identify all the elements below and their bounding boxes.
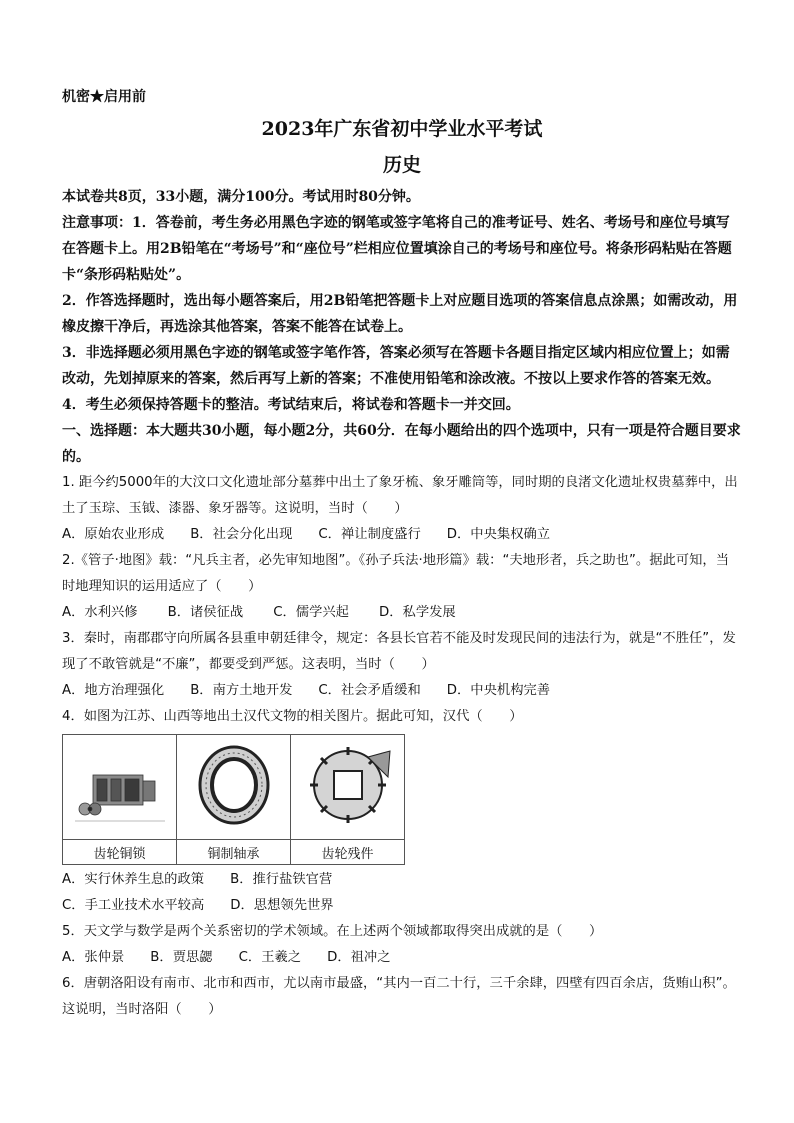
option-d: D．私学发展 — [378, 605, 456, 620]
gear-fragment-icon — [298, 737, 398, 833]
option-d: D．祖冲之 — [327, 950, 391, 965]
option-d: D．中央集权确立 — [446, 527, 551, 542]
option-d: D．中央机构完善 — [446, 683, 551, 698]
option-a: A．地方治理强化 — [62, 683, 165, 698]
question-3-options — [62, 678, 742, 704]
option-c: C．手工业技术水平较高 — [62, 898, 205, 913]
question-1-stem: 1. 距今约5000年的大汶口文化遗址部分墓葬中出土了象牙梳、象牙雕筒等，同时期的良渚文化遗址权贵墓葬中，出土了玉琮、玉钺、漆器、象牙器等。这说明，当时（ ） — [62, 475, 738, 516]
option-a: A．张仲景 — [62, 950, 125, 965]
gear-lock-icon — [65, 737, 175, 833]
option-c: C．儒学兴起 — [273, 605, 349, 620]
option-b: B．推行盐铁官营 — [230, 872, 333, 887]
subject-title: 历史 — [382, 154, 421, 176]
question-1-options — [62, 522, 742, 548]
question-3-stem: 3．秦时，南郡郡守向所属各县重申朝廷律令，规定：各县长官若不能及时发现民间的违法行为，就是“不胜任”，发现了不敢管就是“不廉”，都要受到严惩。这表明，当时（ ） — [62, 631, 736, 672]
question-4-stem: 4．如图为江苏、山西等地出土汉代文物的相关图片。据此可知，汉代（ ） — [62, 709, 523, 724]
caption-gear-fragment: 齿轮残件 — [291, 840, 405, 865]
exam-summary: 本试卷共8页，33小题，满分100分。考试用时80分钟。 — [62, 189, 420, 205]
confidential-mark: 机密★启用前 — [62, 89, 146, 105]
option-b: B．南方土地开发 — [190, 683, 293, 698]
exam-page — [62, 86, 742, 1023]
bearing-image — [177, 735, 291, 840]
instruction-2: 2．作答选择题时，选出每小题答案后，用2B铅笔把答题卡上对应题目选项的答案信息点涂黑；如需改动，用橡皮擦干净后，再选涂其他答案，答案不能答在试卷上。 — [62, 293, 738, 335]
option-c: C．王羲之 — [238, 950, 302, 965]
instruction-4: 4．考生必须保持答题卡的整洁。考试结束后，将试卷和答题卡一并交回。 — [62, 397, 520, 413]
gear-lock-image — [63, 735, 177, 840]
option-c: C．禅让制度盛行 — [318, 527, 421, 542]
option-c: C．社会矛盾缓和 — [318, 683, 421, 698]
option-a: A．水利兴修 — [62, 605, 138, 620]
option-d: D．思想领先世界 — [230, 898, 334, 913]
question-5-stem: 5．天文学与数学是两个关系密切的学术领域。在上述两个领域都取得突出成就的是（ ） — [62, 924, 603, 939]
exam-title: 2023年广东省初中学业水平考试 — [261, 118, 543, 140]
instruction-1: 注意事项：1．答卷前，考生务必用黑色字迹的钢笔或签字笔将自己的准考证号、姓名、考场号和座位号填写在答题卡上。用2B铅笔在“考场号”和“座位号”栏相应位置填涂自己的考场号和座位号。将条形码粘贴在答题卡“条形码粘贴处”。 — [62, 215, 732, 283]
section-heading: 一、选择题：本大题共30小题，每小题2分，共60分．在每小题给出的四个选项中，只有一项是符合题目要求的。 — [62, 423, 741, 465]
option-a: A．原始农业形成 — [62, 527, 165, 542]
caption-gear-lock: 齿轮铜锁 — [63, 840, 177, 865]
instruction-3: 3．非选择题必须用黑色字迹的钢笔或签字笔作答，答案必须写在答题卡各题目指定区域内相应位置上；如需改动，先划掉原来的答案，然后再写上新的答案；不准使用铅笔和涂改液。不按以上要求作答的答案无效。 — [62, 345, 730, 387]
artifact-figure-table — [62, 734, 405, 865]
bearing-icon — [184, 737, 284, 833]
question-2-options — [62, 600, 742, 626]
question-4-options-row1 — [62, 867, 742, 893]
question-4-options-row2 — [62, 893, 742, 919]
option-b: B．贾思勰 — [150, 950, 213, 965]
gear-fragment-image — [291, 735, 405, 840]
option-b: B．诸侯征战 — [167, 605, 244, 620]
question-5-options — [62, 945, 742, 971]
option-a: A．实行休养生息的政策 — [62, 872, 205, 887]
question-6-stem: 6．唐朝洛阳设有南市、北市和西市，尤以南市最盛，“其内一百二十行，三千余肆，四壁有四百余店，货贿山积”。这说明，当时洛阳（ ） — [62, 976, 736, 1017]
option-b: B．社会分化出现 — [190, 527, 293, 542]
caption-bearing: 铜制轴承 — [177, 840, 291, 865]
question-2-stem: 2.《管子·地图》载：“凡兵主者，必先审知地图”。《孙子兵法·地形篇》载：“夫地形者，兵之助也”。据此可知，当时地理知识的运用适应了（ ） — [62, 553, 729, 594]
